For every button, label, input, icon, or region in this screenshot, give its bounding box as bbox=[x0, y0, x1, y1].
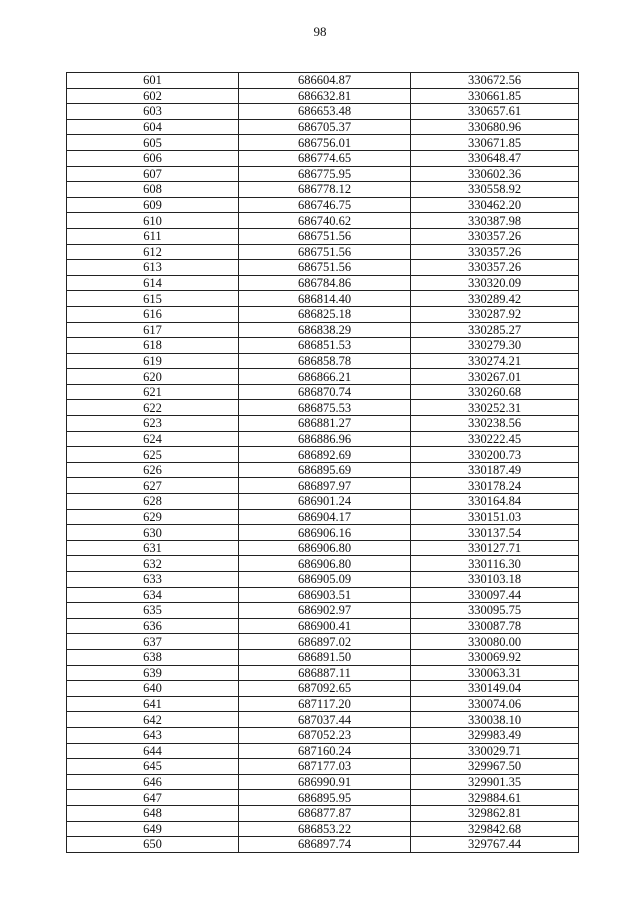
y-coordinate-cell: 329901.35 bbox=[411, 774, 579, 790]
table-row bbox=[67, 509, 579, 525]
point-number-cell: 638 bbox=[67, 649, 239, 665]
x-coordinate-cell: 686877.87 bbox=[239, 805, 411, 821]
point-number-cell: 611 bbox=[67, 228, 239, 244]
x-coordinate-cell: 686904.17 bbox=[239, 509, 411, 525]
y-coordinate-cell: 330222.45 bbox=[411, 431, 579, 447]
point-number-cell: 610 bbox=[67, 213, 239, 229]
point-number-cell: 650 bbox=[67, 837, 239, 853]
y-coordinate-cell: 330279.30 bbox=[411, 338, 579, 354]
x-coordinate-cell: 686858.78 bbox=[239, 353, 411, 369]
x-coordinate-cell: 686905.09 bbox=[239, 572, 411, 588]
point-number-cell: 632 bbox=[67, 556, 239, 572]
point-number-cell: 618 bbox=[67, 338, 239, 354]
x-coordinate-cell: 686903.51 bbox=[239, 587, 411, 603]
y-coordinate-cell: 330260.68 bbox=[411, 384, 579, 400]
y-coordinate-cell: 330178.24 bbox=[411, 478, 579, 494]
point-number-cell: 604 bbox=[67, 119, 239, 135]
table-row bbox=[67, 166, 579, 182]
point-number-cell: 614 bbox=[67, 275, 239, 291]
point-number-cell: 641 bbox=[67, 696, 239, 712]
x-coordinate-cell: 686902.97 bbox=[239, 603, 411, 619]
table-row bbox=[67, 306, 579, 322]
table-row bbox=[67, 260, 579, 276]
table-row bbox=[67, 774, 579, 790]
y-coordinate-cell: 330267.01 bbox=[411, 369, 579, 385]
point-number-cell: 636 bbox=[67, 618, 239, 634]
point-number-cell: 624 bbox=[67, 431, 239, 447]
y-coordinate-cell: 330558.92 bbox=[411, 182, 579, 198]
point-number-cell: 621 bbox=[67, 384, 239, 400]
x-coordinate-cell: 686784.86 bbox=[239, 275, 411, 291]
point-number-cell: 630 bbox=[67, 525, 239, 541]
y-coordinate-cell: 330238.56 bbox=[411, 416, 579, 432]
table-row bbox=[67, 197, 579, 213]
x-coordinate-cell: 686897.02 bbox=[239, 634, 411, 650]
x-coordinate-cell: 686740.62 bbox=[239, 213, 411, 229]
point-number-cell: 639 bbox=[67, 665, 239, 681]
y-coordinate-cell: 330074.06 bbox=[411, 696, 579, 712]
y-coordinate-cell: 330151.03 bbox=[411, 509, 579, 525]
point-number-cell: 627 bbox=[67, 478, 239, 494]
x-coordinate-cell: 686825.18 bbox=[239, 306, 411, 322]
y-coordinate-cell: 330080.00 bbox=[411, 634, 579, 650]
table-row bbox=[67, 743, 579, 759]
point-number-cell: 606 bbox=[67, 150, 239, 166]
point-number-cell: 648 bbox=[67, 805, 239, 821]
y-coordinate-cell: 330672.56 bbox=[411, 73, 579, 89]
table-row bbox=[67, 603, 579, 619]
point-number-cell: 609 bbox=[67, 197, 239, 213]
y-coordinate-cell: 330357.26 bbox=[411, 244, 579, 260]
table-row bbox=[67, 400, 579, 416]
table-row bbox=[67, 649, 579, 665]
point-number-cell: 622 bbox=[67, 400, 239, 416]
table-row bbox=[67, 150, 579, 166]
x-coordinate-cell: 687177.03 bbox=[239, 759, 411, 775]
x-coordinate-cell: 686897.74 bbox=[239, 837, 411, 853]
table-row bbox=[67, 431, 579, 447]
x-coordinate-cell: 687092.65 bbox=[239, 681, 411, 697]
y-coordinate-cell: 330127.71 bbox=[411, 540, 579, 556]
y-coordinate-cell: 330095.75 bbox=[411, 603, 579, 619]
x-coordinate-cell: 686746.75 bbox=[239, 197, 411, 213]
x-coordinate-cell: 686887.11 bbox=[239, 665, 411, 681]
table-row bbox=[67, 73, 579, 89]
x-coordinate-cell: 686875.53 bbox=[239, 400, 411, 416]
x-coordinate-cell: 686906.16 bbox=[239, 525, 411, 541]
x-coordinate-cell: 687160.24 bbox=[239, 743, 411, 759]
point-number-cell: 631 bbox=[67, 540, 239, 556]
y-coordinate-cell: 330274.21 bbox=[411, 353, 579, 369]
y-coordinate-cell: 330320.09 bbox=[411, 275, 579, 291]
point-number-cell: 637 bbox=[67, 634, 239, 650]
table-row bbox=[67, 759, 579, 775]
x-coordinate-cell: 686604.87 bbox=[239, 73, 411, 89]
table-row bbox=[67, 525, 579, 541]
y-coordinate-cell: 329767.44 bbox=[411, 837, 579, 853]
point-number-cell: 607 bbox=[67, 166, 239, 182]
y-coordinate-cell: 330087.78 bbox=[411, 618, 579, 634]
table-row bbox=[67, 291, 579, 307]
y-coordinate-cell: 330097.44 bbox=[411, 587, 579, 603]
table-row bbox=[67, 572, 579, 588]
x-coordinate-cell: 686751.56 bbox=[239, 228, 411, 244]
x-coordinate-cell: 686892.69 bbox=[239, 447, 411, 463]
point-number-cell: 646 bbox=[67, 774, 239, 790]
point-number-cell: 633 bbox=[67, 572, 239, 588]
y-coordinate-cell: 330289.42 bbox=[411, 291, 579, 307]
x-coordinate-cell: 686906.80 bbox=[239, 540, 411, 556]
y-coordinate-cell: 330038.10 bbox=[411, 712, 579, 728]
table-row bbox=[67, 338, 579, 354]
table-row bbox=[67, 275, 579, 291]
x-coordinate-cell: 686814.40 bbox=[239, 291, 411, 307]
table-row bbox=[67, 696, 579, 712]
y-coordinate-cell: 330462.20 bbox=[411, 197, 579, 213]
point-number-cell: 605 bbox=[67, 135, 239, 151]
y-coordinate-cell: 330657.61 bbox=[411, 104, 579, 120]
y-coordinate-cell: 330602.36 bbox=[411, 166, 579, 182]
table-row bbox=[67, 135, 579, 151]
table-row bbox=[67, 244, 579, 260]
x-coordinate-cell: 686705.37 bbox=[239, 119, 411, 135]
point-number-cell: 649 bbox=[67, 821, 239, 837]
table-row bbox=[67, 556, 579, 572]
y-coordinate-cell: 330149.04 bbox=[411, 681, 579, 697]
y-coordinate-cell: 330200.73 bbox=[411, 447, 579, 463]
x-coordinate-cell: 686906.80 bbox=[239, 556, 411, 572]
table-row bbox=[67, 213, 579, 229]
table-row bbox=[67, 587, 579, 603]
table-row bbox=[67, 119, 579, 135]
x-coordinate-cell: 686774.65 bbox=[239, 150, 411, 166]
point-number-cell: 635 bbox=[67, 603, 239, 619]
table-row bbox=[67, 478, 579, 494]
x-coordinate-cell: 686751.56 bbox=[239, 260, 411, 276]
table-row bbox=[67, 540, 579, 556]
x-coordinate-cell: 686838.29 bbox=[239, 322, 411, 338]
point-number-cell: 645 bbox=[67, 759, 239, 775]
y-coordinate-cell: 330137.54 bbox=[411, 525, 579, 541]
table-row bbox=[67, 88, 579, 104]
y-coordinate-cell: 330680.96 bbox=[411, 119, 579, 135]
point-number-cell: 616 bbox=[67, 306, 239, 322]
x-coordinate-cell: 686853.22 bbox=[239, 821, 411, 837]
x-coordinate-cell: 686901.24 bbox=[239, 494, 411, 510]
table-row bbox=[67, 104, 579, 120]
table-row bbox=[67, 727, 579, 743]
x-coordinate-cell: 687037.44 bbox=[239, 712, 411, 728]
table-row bbox=[67, 353, 579, 369]
y-coordinate-cell: 330357.26 bbox=[411, 228, 579, 244]
table-row bbox=[67, 665, 579, 681]
point-number-cell: 617 bbox=[67, 322, 239, 338]
x-coordinate-cell: 686751.56 bbox=[239, 244, 411, 260]
table-row bbox=[67, 494, 579, 510]
table-row bbox=[67, 462, 579, 478]
point-number-cell: 625 bbox=[67, 447, 239, 463]
y-coordinate-cell: 330063.31 bbox=[411, 665, 579, 681]
point-number-cell: 620 bbox=[67, 369, 239, 385]
x-coordinate-cell: 687052.23 bbox=[239, 727, 411, 743]
point-number-cell: 640 bbox=[67, 681, 239, 697]
y-coordinate-cell: 330069.92 bbox=[411, 649, 579, 665]
y-coordinate-cell: 330357.26 bbox=[411, 260, 579, 276]
x-coordinate-cell: 686632.81 bbox=[239, 88, 411, 104]
y-coordinate-cell: 330187.49 bbox=[411, 462, 579, 478]
point-number-cell: 647 bbox=[67, 790, 239, 806]
point-number-cell: 601 bbox=[67, 73, 239, 89]
table-row bbox=[67, 416, 579, 432]
x-coordinate-cell: 686775.95 bbox=[239, 166, 411, 182]
point-number-cell: 615 bbox=[67, 291, 239, 307]
y-coordinate-cell: 330116.30 bbox=[411, 556, 579, 572]
point-number-cell: 644 bbox=[67, 743, 239, 759]
y-coordinate-cell: 329842.68 bbox=[411, 821, 579, 837]
y-coordinate-cell: 329862.81 bbox=[411, 805, 579, 821]
point-number-cell: 612 bbox=[67, 244, 239, 260]
x-coordinate-cell: 686990.91 bbox=[239, 774, 411, 790]
table-row bbox=[67, 618, 579, 634]
point-number-cell: 608 bbox=[67, 182, 239, 198]
x-coordinate-cell: 686866.21 bbox=[239, 369, 411, 385]
page-number: 98 bbox=[313, 24, 327, 39]
y-coordinate-cell: 330029.71 bbox=[411, 743, 579, 759]
x-coordinate-cell: 686851.53 bbox=[239, 338, 411, 354]
point-number-cell: 643 bbox=[67, 727, 239, 743]
y-coordinate-cell: 330164.84 bbox=[411, 494, 579, 510]
x-coordinate-cell: 686886.96 bbox=[239, 431, 411, 447]
x-coordinate-cell: 686897.97 bbox=[239, 478, 411, 494]
point-number-cell: 629 bbox=[67, 509, 239, 525]
y-coordinate-cell: 329983.49 bbox=[411, 727, 579, 743]
y-coordinate-cell: 330103.18 bbox=[411, 572, 579, 588]
table-row bbox=[67, 837, 579, 853]
y-coordinate-cell: 330661.85 bbox=[411, 88, 579, 104]
table-row bbox=[67, 805, 579, 821]
x-coordinate-cell: 686895.95 bbox=[239, 790, 411, 806]
x-coordinate-cell: 686900.41 bbox=[239, 618, 411, 634]
y-coordinate-cell: 329967.50 bbox=[411, 759, 579, 775]
y-coordinate-cell: 330387.98 bbox=[411, 213, 579, 229]
table-row bbox=[67, 447, 579, 463]
coordinates-table bbox=[66, 72, 579, 853]
point-number-cell: 613 bbox=[67, 260, 239, 276]
point-number-cell: 626 bbox=[67, 462, 239, 478]
x-coordinate-cell: 686756.01 bbox=[239, 135, 411, 151]
x-coordinate-cell: 687117.20 bbox=[239, 696, 411, 712]
y-coordinate-cell: 330285.27 bbox=[411, 322, 579, 338]
point-number-cell: 603 bbox=[67, 104, 239, 120]
table-row bbox=[67, 228, 579, 244]
point-number-cell: 634 bbox=[67, 587, 239, 603]
y-coordinate-cell: 330648.47 bbox=[411, 150, 579, 166]
x-coordinate-cell: 686881.27 bbox=[239, 416, 411, 432]
y-coordinate-cell: 330252.31 bbox=[411, 400, 579, 416]
point-number-cell: 619 bbox=[67, 353, 239, 369]
point-number-cell: 623 bbox=[67, 416, 239, 432]
x-coordinate-cell: 686891.50 bbox=[239, 649, 411, 665]
table-row bbox=[67, 712, 579, 728]
table-row bbox=[67, 322, 579, 338]
point-number-cell: 628 bbox=[67, 494, 239, 510]
x-coordinate-cell: 686895.69 bbox=[239, 462, 411, 478]
table-row bbox=[67, 681, 579, 697]
y-coordinate-cell: 330287.92 bbox=[411, 306, 579, 322]
x-coordinate-cell: 686778.12 bbox=[239, 182, 411, 198]
table-row bbox=[67, 821, 579, 837]
y-coordinate-cell: 329884.61 bbox=[411, 790, 579, 806]
table-row bbox=[67, 182, 579, 198]
table-row bbox=[67, 369, 579, 385]
coordinates-table-body bbox=[67, 73, 579, 853]
y-coordinate-cell: 330671.85 bbox=[411, 135, 579, 151]
x-coordinate-cell: 686870.74 bbox=[239, 384, 411, 400]
point-number-cell: 642 bbox=[67, 712, 239, 728]
table-row bbox=[67, 634, 579, 650]
x-coordinate-cell: 686653.48 bbox=[239, 104, 411, 120]
point-number-cell: 602 bbox=[67, 88, 239, 104]
table-row bbox=[67, 384, 579, 400]
table-row bbox=[67, 790, 579, 806]
